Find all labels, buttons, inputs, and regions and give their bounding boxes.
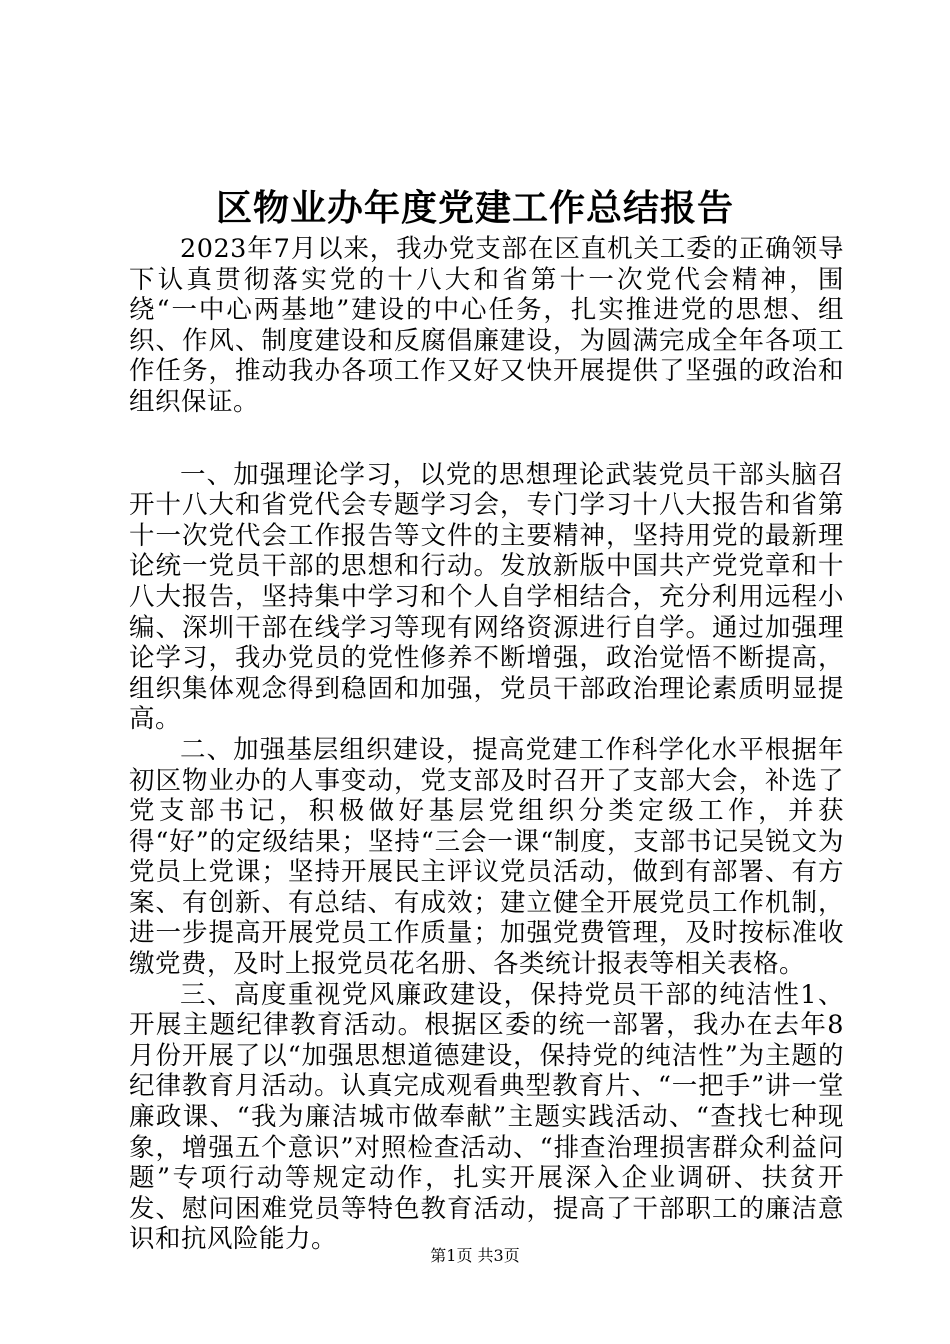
- paragraph-intro: 2023年7月以来，我办党支部在区直机关工委的正确领导下认真贯彻落实党的十八大和省第十一次党代会精神，围绕“一中心两基地”建设的中心任务，扎实推进党的思想、组织、作风、制度建设和反腐倡廉建设，为圆满完成全年各项工作任务，推动我办各项工作又好又快开展提供了坚强的政治和组织保证。: [129, 234, 844, 417]
- document-title: 区物业办年度党建工作总结报告: [215, 187, 734, 229]
- paragraph-theory-study: 一、加强理论学习，以党的思想理论武装党员干部头脑召开十八大和省党代会专题学习会，专门学习十八大报告和省第十一次党代会工作报告等文件的主要精神，坚持用党的最新理论统一党员干部的思想和行动。发放新版中国共产党党章和十八大报告，坚持集中学习和个人自学相结合，充分利用远程小编、深圳干部在线学习等现有网络资源进行自学。通过加强理论学习，我办党员的党性修养不断增强，政治觉悟不断提高，组织集体观念得到稳固和加强，党员干部政治理论素质明显提高。: [129, 459, 844, 735]
- paragraph-integrity-building: 三、高度重视党风廉政建设，保持党员干部的纯洁性1、开展主题纪律教育活动。根据区委的统一部署，我办在去年8月份开展了以“加强思想道德建设，保持党的纯洁性”为主题的纪律教育月活动。认真完成观看典型教育片、“一把手”讲一堂廉政课、“我为廉洁城市做奉献”主题实践活动、“查找七种现象，增强五个意识”对照检查活动、“排查治理损害群众利益问题”专项行动等规定动作，扎实开展深入企业调研、扶贫开发、慰问困难党员等特色教育活动，提高了干部职工的廉洁意识和抗风险能力。: [129, 979, 844, 1255]
- page-footer: 第1页 共3页: [430, 1246, 520, 1265]
- paragraph-spacer: [129, 418, 844, 460]
- document-body: [129, 234, 844, 1255]
- paragraph-organization-building: 二、加强基层组织建设，提高党建工作科学化水平根据年初区物业办的人事变动，党支部及时召开了支部大会，补选了党支部书记，积极做好基层党组织分类定级工作，并获得“好”的定级结果；坚持“三会一课“制度，支部书记吴锐文为党员上党课；坚持开展民主评议党员活动，做到有部署、有方案、有创新、有总结、有成效；建立健全开展党员工作机制，进一步提高开展党员工作质量；加强党费管理，及时按标准收缴党费，及时上报党员花名册、各类统计报表等相关表格。: [129, 734, 844, 980]
